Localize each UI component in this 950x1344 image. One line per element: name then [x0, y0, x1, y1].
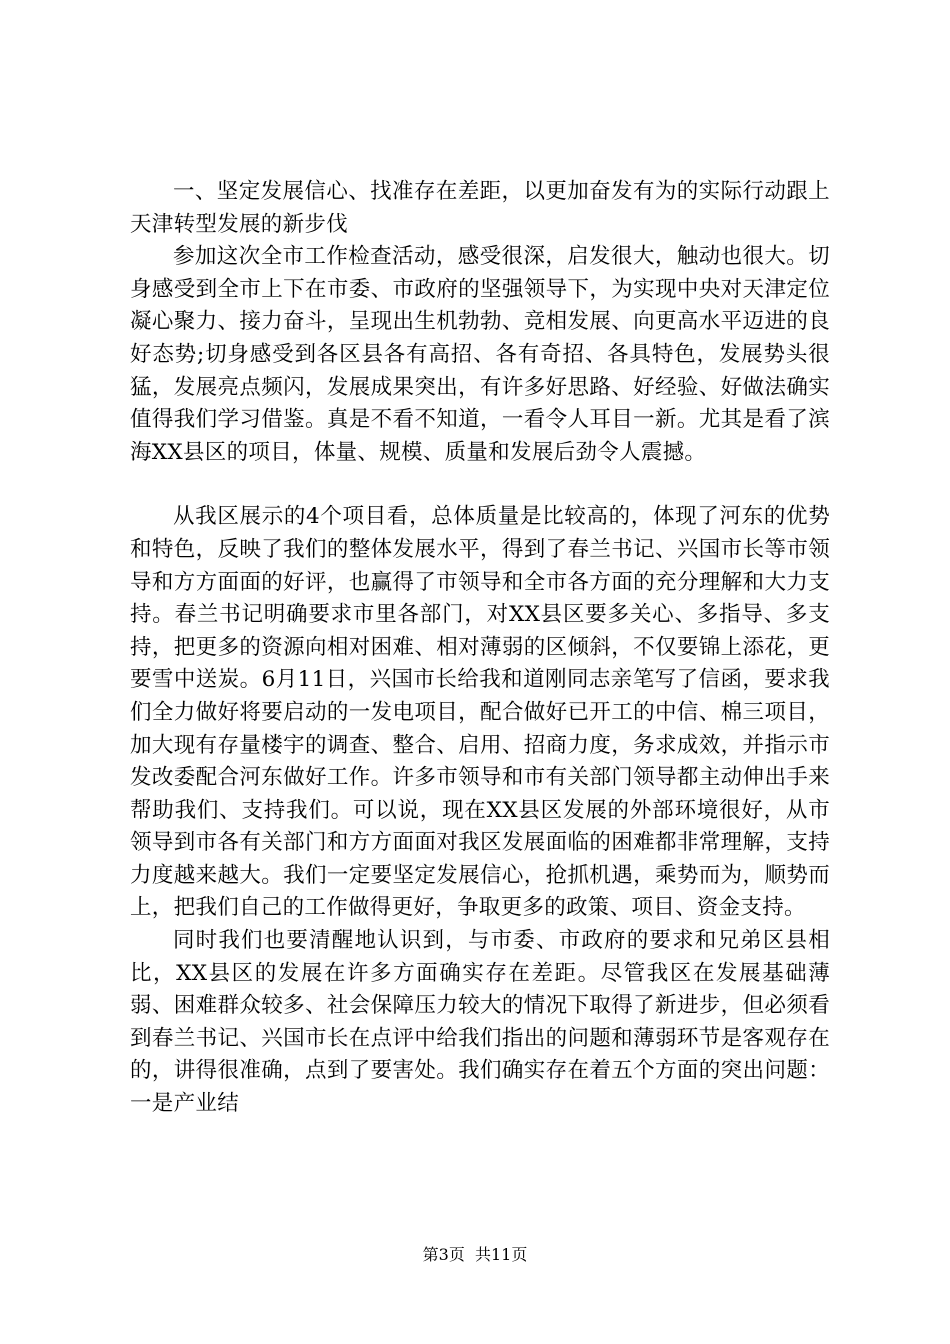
paragraph-spacer [130, 469, 830, 501]
page-footer [0, 1244, 950, 1266]
body-paragraph: 从我区展示的4个项目看，总体质量是比较高的，体现了河东的优势和特色，反映了我们的整体发展水平，得到了春兰书记、兴国市长等市领导和方方面面的好评，也赢得了市领导和全市各方面的充分理解和大力支持。春兰书记明确要求市里各部门，对XX县区要多关心、多指导、多支持，把更多的资源向相对困难、相对薄弱的区倾斜，不仅要锦上添花，更要雪中送炭。6月11日，兴国市长给我和道刚同志亲笔写了信函，要求我们全力做好将要启动的一发电项目，配合做好已开工的中信、棉三项目，加大现有存量楼宇的调查、整合、启用、招商力度，务求成效，并指示市发改委配合河东做好工作。许多市领导和市有关部门领导都主动伸出手来帮助我们、支持我们。可以说，现在XX县区发展的外部环境很好，从市领导到市各有关部门和方方面面对我区发展面临的困难都非常理解，支持力度越来越大。我们一定要坚定发展信心，抢抓机遇，乘势而为，顺势而上，把我们自己的工作做得更好，争取更多的政策、项目、资金支持。 [130, 504, 830, 921]
document-body [130, 176, 830, 1121]
section-heading-paragraph: 一、坚定发展信心、找准存在差距，以更加奋发有为的实际行动跟上天津转型发展的新步伐 [130, 179, 830, 237]
body-paragraph: 同时我们也要清醒地认识到，与市委、市政府的要求和兄弟区县相比，XX县区的发展在许多方面确实存在差距。尽管我区在发展基础薄弱、困难群众较多、社会保障压力较大的情况下取得了新进步，但必须看到春兰书记、兴国市长在点评中给我们指出的问题和薄弱环节是客观存在的，讲得很准确，点到了要害处。我们确实存在着五个方面的突出问题：一是产业结 [130, 928, 830, 1117]
body-paragraph: 参加这次全市工作检查活动，感受很深，启发很大，触动也很大。切身感受到全市上下在市委、市政府的坚强领导下，为实现中央对天津定位凝心聚力、接力奋斗，呈现出生机勃勃、竞相发展、向更高水平迈进的良好态势;切身感受到各区县各有高招、各有奇招、各具特色，发展势头很猛，发展亮点频闪，发展成果突出，有许多好思路、好经验、好做法确实值得我们学习借鉴。真是不看不知道，一看令人耳目一新。尤其是看了滨海XX县区的项目，体量、规模、质量和发展后劲令人震撼。 [130, 244, 830, 465]
page-number-label: 第3页 共11页 [422, 1245, 528, 1264]
